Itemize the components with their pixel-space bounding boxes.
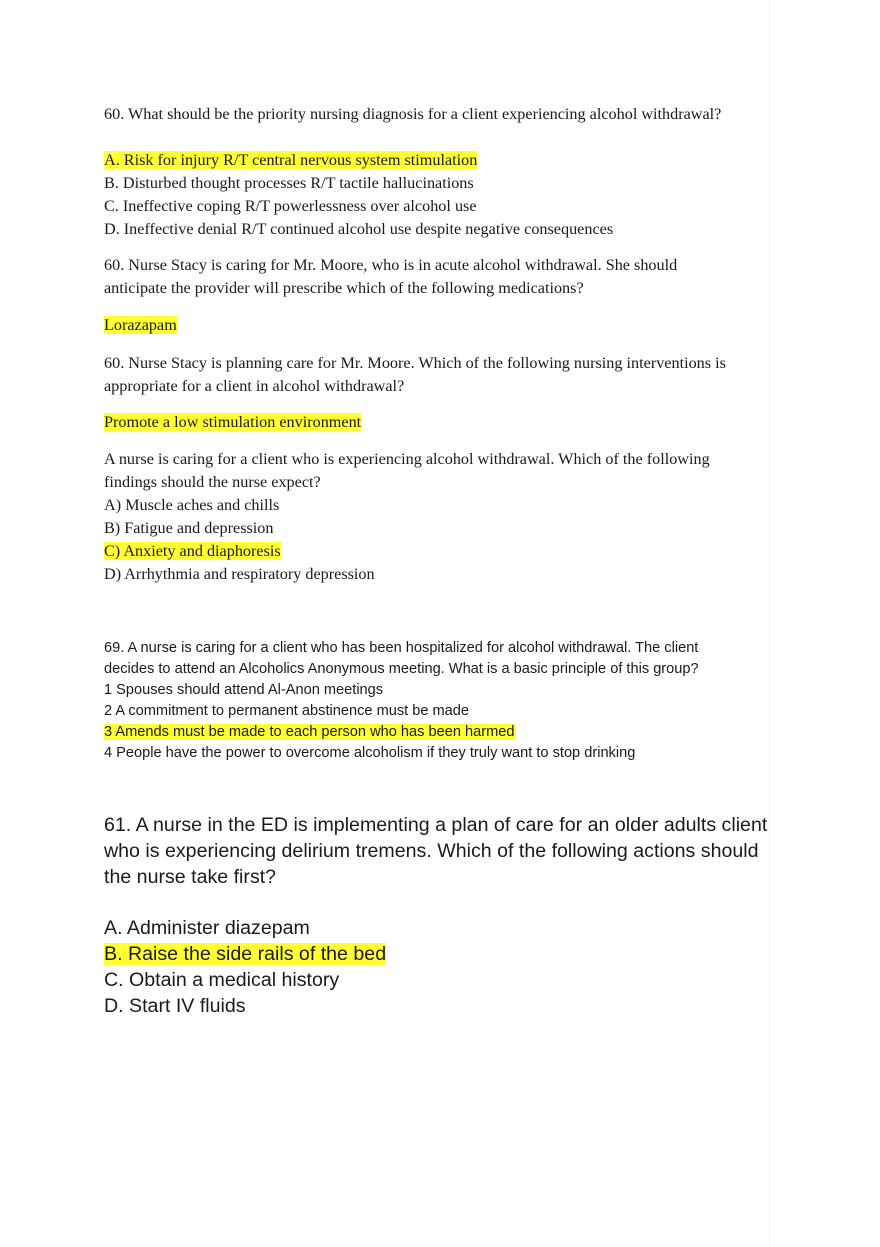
question-4-option-c-highlighted: C) Anxiety and diaphoresis bbox=[104, 542, 281, 560]
question-1-options bbox=[104, 149, 613, 241]
question-6-option-a: A. Administer diazepam bbox=[104, 917, 310, 939]
question-1-option-c: C. Ineffective coping R/T powerlessness over alcohol use bbox=[104, 197, 477, 215]
question-5-option-1: 1 Spouses should attend Al-Anon meetings bbox=[104, 682, 384, 698]
question-1-option-b: B. Disturbed thought processes R/T tactile hallucinations bbox=[104, 174, 474, 192]
page-edge-divider bbox=[769, 0, 770, 1247]
question-3-text-line-2: appropriate for a client in alcohol withdrawal? bbox=[104, 377, 405, 395]
question-1-option-d: D. Ineffective denial R/T continued alcohol use despite negative consequences bbox=[104, 220, 614, 238]
question-6-option-c: C. Obtain a medical history bbox=[104, 969, 340, 991]
question-5-text-line-1: 69. A nurse is caring for a client who has been hospitalized for alcohol withdrawal. The client bbox=[104, 640, 699, 656]
question-5-option-2: 2 A commitment to permanent abstinence must be made bbox=[104, 703, 470, 719]
question-3-answer-highlighted: Promote a low stimulation environment bbox=[104, 413, 362, 431]
question-6-text-line-3: the nurse take first? bbox=[104, 866, 277, 888]
question-5-text-line-2: decides to attend an Alcoholics Anonymous meeting. What is a basic principle of this group? bbox=[104, 661, 699, 677]
question-2 bbox=[104, 254, 677, 300]
question-3 bbox=[104, 352, 726, 398]
question-6-options bbox=[104, 915, 386, 1019]
question-1 bbox=[104, 103, 721, 126]
question-4-option-a: A) Muscle aches and chills bbox=[104, 496, 280, 514]
question-2-answer bbox=[104, 314, 177, 337]
question-4-text-line-1: A nurse is caring for a client who is experiencing alcohol withdrawal. Which of the following bbox=[104, 450, 710, 468]
question-6-text-line-1: 61. A nurse in the ED is implementing a plan of care for an older adults client bbox=[104, 814, 768, 836]
question-6-text-line-2: who is experiencing delirium tremens. Which of the following actions should bbox=[104, 840, 759, 862]
question-4 bbox=[104, 448, 710, 586]
question-5-option-3-highlighted: 3 Amends must be made to each person who has been harmed bbox=[104, 724, 515, 740]
question-1-text: 60. What should be the priority nursing diagnosis for a client experiencing alcohol withdrawal? bbox=[104, 105, 722, 123]
question-2-answer-highlighted: Lorazapam bbox=[104, 316, 177, 334]
question-4-text-line-2: findings should the nurse expect? bbox=[104, 473, 321, 491]
question-4-option-b: B) Fatigue and depression bbox=[104, 519, 274, 537]
question-1-option-a-highlighted: A. Risk for injury R/T central nervous system stimulation bbox=[104, 151, 478, 169]
question-3-answer bbox=[104, 411, 361, 434]
question-6 bbox=[104, 812, 767, 890]
question-2-text-line-1: 60. Nurse Stacy is caring for Mr. Moore, who is in acute alcohol withdrawal. She should bbox=[104, 256, 678, 274]
question-4-option-d: D) Arrhythmia and respiratory depression bbox=[104, 565, 375, 583]
question-2-text-line-2: anticipate the provider will prescribe which of the following medications? bbox=[104, 279, 584, 297]
question-6-option-d: D. Start IV fluids bbox=[104, 995, 246, 1017]
question-5-option-4: 4 People have the power to overcome alcoholism if they truly want to stop drinking bbox=[104, 745, 636, 761]
question-5 bbox=[104, 638, 699, 764]
question-3-text-line-1: 60. Nurse Stacy is planning care for Mr. Moore. Which of the following nursing interventions is bbox=[104, 354, 726, 372]
question-6-option-b-highlighted: B. Raise the side rails of the bed bbox=[104, 943, 387, 965]
